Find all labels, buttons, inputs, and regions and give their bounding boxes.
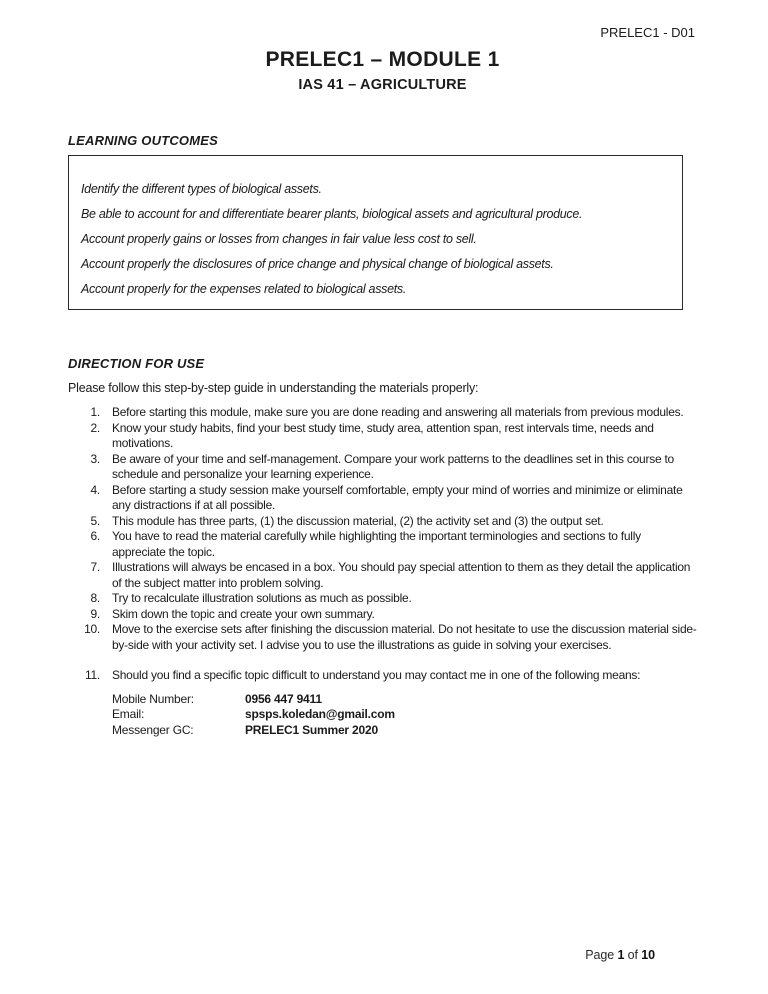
step-item [68,622,697,653]
page-footer [585,948,655,962]
contact-value-messenger-gc: PRELEC1 Summer 2020 [245,722,378,737]
page-subtitle: IAS 41 – AGRICULTURE [298,77,467,93]
step-number: 11. [84,668,100,682]
footer-total-pages: 10 [641,948,655,962]
contact-label: Email: [112,707,145,721]
step-item [68,591,697,607]
step-number: 1. [90,405,100,419]
contact-row-mobile [112,692,697,708]
learning-outcomes-heading: LEARNING OUTCOMES [68,133,219,148]
contact-row-messenger [112,723,697,739]
step-number: 8. [90,591,100,605]
page-title: PRELEC1 – MODULE 1 [265,48,500,71]
step-number: 7. [90,560,100,574]
step-text: Before starting a study session make yourself comfortable, empty your mind of worries and minimize or eliminate any distractions if at all possible. [112,482,683,512]
step-number: 5. [90,513,100,528]
outcome-item: Identify the different types of biological assets. [81,182,322,196]
step-number: 2. [90,420,100,435]
step-item [68,529,697,560]
outcome-item: Account properly for the expenses related to biological assets. [81,282,407,296]
step-number: 6. [90,529,100,543]
step-item [68,514,697,530]
contact-value-mobile-number: 0956 447 9411 [245,691,322,706]
footer-of-label: of [627,948,638,962]
step-number: 9. [90,606,100,621]
footer-prefix: Page [585,948,615,962]
step-text: Skim down the topic and create your own summary. [112,606,375,621]
contact-label: Mobile Number: [112,691,194,706]
direction-steps-list [68,405,697,684]
step-item [68,483,697,514]
direction-for-use-heading: DIRECTION FOR USE [68,356,205,371]
outcome-item: Be able to account for and differentiate bearer plants, biological assets and agricultural produce. [81,207,583,221]
contact-row-email [112,707,697,723]
step-text: You have to read the material carefully while highlighting the important terminologies and sections to fully appreciate the topic. [112,529,641,559]
document-code: PRELEC1 - D01 [600,25,695,40]
step-text: Try to recalculate illustration solutions as much as possible. [112,591,412,605]
step-number: 10. [84,622,100,636]
footer-page-number: 1 [617,948,625,962]
step-item [68,405,697,421]
direction-intro: Please follow this step-by-step guide in understanding the materials properly: [68,381,479,395]
step-number: 4. [90,482,100,497]
step-item [68,560,697,591]
outcome-item: Account properly the disclosures of price change and physical change of biological assets. [81,257,554,271]
step-text: Illustrations will always be encased in a box. You should pay special attention to them as they detail the application of the subject matter into problem solving. [112,560,691,590]
contact-block [112,692,697,739]
document-content [68,0,697,738]
step-text: Before starting this module, make sure you are done reading and answering all materials from previous modules. [112,405,684,419]
step-text: This module has three parts, (1) the discussion material, (2) the activity set and (3) the output set. [112,513,604,528]
learning-outcomes-box [68,155,683,310]
step-number: 3. [90,451,100,466]
outcome-item: Account properly gains or losses from changes in fair value less cost to sell. [81,232,477,246]
step-item [68,452,697,483]
step-item [68,668,697,684]
step-item [68,607,697,623]
contact-label: Messenger GC: [112,722,194,737]
step-text: Move to the exercise sets after finishing the discussion material. Do not hesitate to use the discussion material side-by-side with your activity set. I advise you to use the illustrations as guide in solving your exercises. [112,622,697,652]
step-text: Should you find a specific topic difficult to understand you may contact me in one of the following means: [112,668,641,682]
contact-value-email: spsps.koledan@gmail.com [245,707,395,721]
step-item [68,421,697,452]
step-text: Know your study habits, find your best study time, study area, attention span, rest intervals time, needs and motivations. [112,420,654,450]
step-text: Be aware of your time and self-management. Compare your work patterns to the deadlines set in this course to schedule and personalize your learning experience. [112,451,674,481]
